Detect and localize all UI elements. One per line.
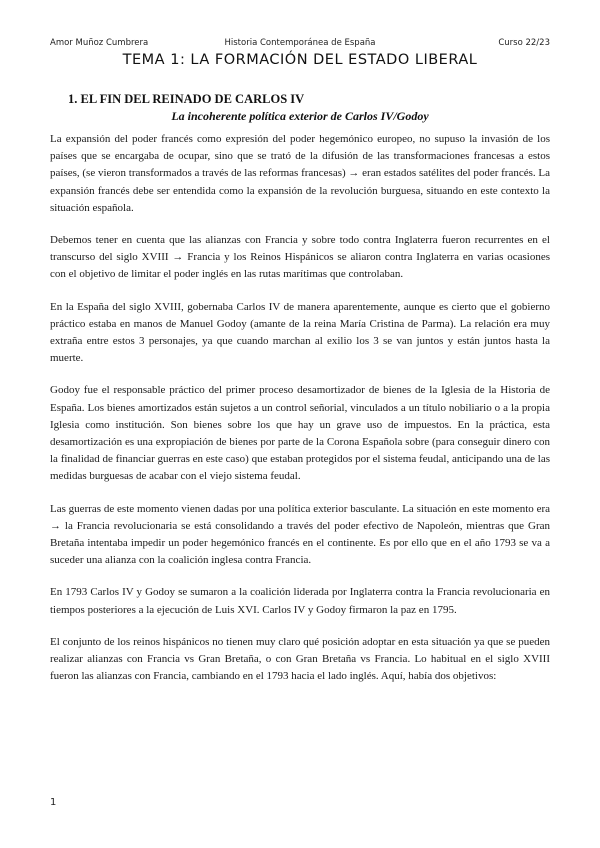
document-title: TEMA 1: LA FORMACIÓN DEL ESTADO LIBERAL: [122, 52, 478, 68]
paragraph-4: Godoy fue el responsable práctico del primer proceso desamortizador de bienes de la Iglesia de la Historia de España. Los bienes amortizados están sujetos a un control señorial, vinculados a un título nobiliario o a la propia Iglesia como institución. Son bienes sobre los que hay un grave uso de impuestos. En la práctica, esta desamortización es una expropiación de bienes por parte de la Corona Española sobre (para conseguir dinero con la finalidad de financiar guerras en este caso) que estaban protegidos por el sistema feudal, anticipando una de las medidas burguesas de acabar con el viejo sistema feudal.: [50, 384, 551, 483]
header-course: Curso 22/23: [498, 38, 550, 48]
paragraph-3: En la España del siglo XVIII, gobernaba Carlos IV de manera aparentemente, aunque es cierto que el gobierno práctico estaba en manos de Manuel Godoy (amante de la reina María Cristina de Parma). La relación era muy extraña entre estos 3 personajes, ya que cuando marchan al exilio los 3 se van juntos y están juntos hasta la muerte.: [50, 300, 550, 365]
header-author: Amor Muñoz Cumbrera: [50, 38, 149, 48]
document-body: [50, 131, 550, 700]
section-subtitle: La incoherente política exterior de Carlos IV/Godoy: [171, 109, 429, 123]
page-number: 1: [50, 797, 57, 808]
paragraph-1: La expansión del poder francés como expresión del poder hegemónico europeo, no supuso la invasión de los países que se encargaba de ocupar, sino que se trató de la difusión de las transformaciones francesas a estos países, (se vieron transformados a través de las reformas francesas) → eran estados satélites del poder francés. La expansión francés debe ser entendida como la expansión de la revolución burguesa, situando en este contexto la situación española.: [50, 133, 550, 214]
paragraph-5: Las guerras de este momento vienen dadas por una política exterior basculante. La situación en este momento era → la Francia revolucionaria se está consolidando a través del poder efectivo de Napoleón, mientras que Gran Bretaña intentaba impedir un poder hegemónico francés en el continente. Es por ello que en el año 1793 se va a suceder una alianza con la coalición inglesa contra Francia.: [50, 502, 550, 567]
paragraph-7: El conjunto de los reinos hispánicos no tienen muy claro qué posición adoptar en esta situación ya que se pueden realizar alianzas con Francia vs Gran Bretaña, o con Gran Bretaña vs Francia. Lo habitual en el siglo XVIII fueron las alianzas con Francia, cambiando en el 1793 hacia el lado inglés. Aquí, había dos objetivos:: [50, 635, 550, 683]
header-subject: Historia Contemporánea de España: [224, 38, 376, 48]
section-heading: 1. EL FIN DEL REINADO DE CARLOS IV: [68, 92, 305, 106]
paragraph-6: En 1793 Carlos IV y Godoy se sumaron a la coalición liderada por Inglaterra contra la Francia revolucionaria en tiempos posteriores a la ejecución de Luis XVI. Carlos IV y Godoy firmaron la paz en 1795.: [50, 586, 550, 616]
page-header: [50, 38, 550, 52]
paragraph-2: Debemos tener en cuenta que las alianzas con Francia y sobre todo contra Inglaterra fueron recurrentes en el transcurso del siglo XVIII → Francia y los Reinos Hispánicos se aliaron contra Inglaterra en varias ocasiones con el objetivo de limitar el poder inglés en las rutas marítimas que controlaban.: [50, 234, 550, 281]
